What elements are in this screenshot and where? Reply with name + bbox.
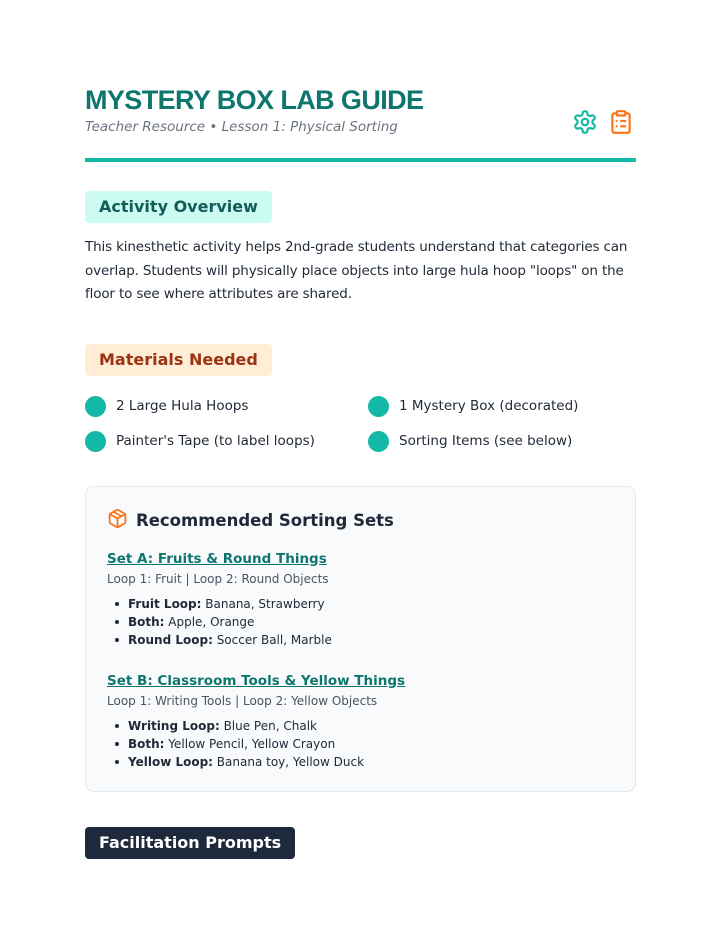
- bullet-dot-icon: [368, 431, 389, 452]
- list-item: [107, 595, 614, 613]
- set-title: Set B: Classroom Tools & Yellow Things: [107, 672, 406, 689]
- materials-list: [85, 396, 636, 452]
- page-title: MYSTERY BOX LAB GUIDE: [85, 85, 424, 115]
- bullet-dot-icon: [368, 396, 389, 417]
- lab-guide-page: [85, 84, 636, 859]
- bullet-dot-icon: [85, 431, 106, 452]
- item-value: Blue Pen, Chalk: [219, 718, 317, 733]
- activity-overview-text: This kinesthetic activity helps 2nd-grade students understand that categories can overlap. Students will physically place objects into large hula hoop "loops" on the floor to see where attributes are shared.: [85, 239, 628, 302]
- gear-icon: [572, 109, 598, 135]
- header-icons: [572, 108, 634, 136]
- item-value: Yellow Pencil, Yellow Crayon: [164, 736, 336, 751]
- item-value: Soccer Ball, Marble: [212, 632, 332, 647]
- material-label: 1 Mystery Box (decorated): [399, 398, 579, 414]
- set-items: [107, 595, 614, 649]
- item-value: Banana toy, Yellow Duck: [212, 754, 365, 769]
- sorting-set-b: [107, 671, 614, 771]
- material-label: Painter's Tape (to label loops): [116, 433, 315, 449]
- set-title: Set A: Fruits & Round Things: [107, 550, 327, 567]
- list-item: [107, 717, 614, 735]
- item-label: Round Loop:: [128, 632, 213, 647]
- set-subtitle: Loop 1: Fruit | Loop 2: Round Objects: [107, 571, 329, 586]
- facilitation-prompts-heading: Facilitation Prompts: [85, 827, 295, 859]
- list-item: [107, 631, 614, 649]
- item-label: Fruit Loop:: [128, 596, 202, 611]
- bullet-dot-icon: [85, 396, 106, 417]
- list-item: [107, 735, 614, 753]
- material-item: [85, 396, 368, 417]
- sorting-sets-header: [107, 508, 614, 534]
- item-value: Apple, Orange: [164, 614, 255, 629]
- sorting-set-a: [107, 549, 614, 649]
- set-subtitle: Loop 1: Writing Tools | Loop 2: Yellow Objects: [107, 693, 378, 708]
- material-item: [85, 431, 368, 452]
- list-item: [107, 753, 614, 771]
- sorting-sets-card: [85, 486, 636, 792]
- item-label: Yellow Loop:: [128, 754, 213, 769]
- item-label: Writing Loop:: [128, 718, 220, 733]
- page-subtitle: Teacher Resource • Lesson 1: Physical Sorting: [85, 119, 398, 135]
- item-label: Both:: [128, 614, 165, 629]
- material-label: Sorting Items (see below): [399, 433, 573, 449]
- box-icon: [107, 508, 136, 533]
- facilitation-section: [85, 827, 636, 859]
- sorting-sets-title: Recommended Sorting Sets: [136, 511, 394, 530]
- material-item: [368, 396, 636, 417]
- item-value: Banana, Strawberry: [201, 596, 325, 611]
- material-label: 2 Large Hula Hoops: [116, 398, 249, 414]
- item-label: Both:: [128, 736, 165, 751]
- clipboard-list-icon: [608, 108, 634, 136]
- set-items: [107, 717, 614, 771]
- page-header: [85, 84, 636, 162]
- material-item: [368, 431, 636, 452]
- list-item: [107, 613, 614, 631]
- activity-overview-heading: Activity Overview: [85, 191, 272, 223]
- materials-heading: Materials Needed: [85, 344, 272, 376]
